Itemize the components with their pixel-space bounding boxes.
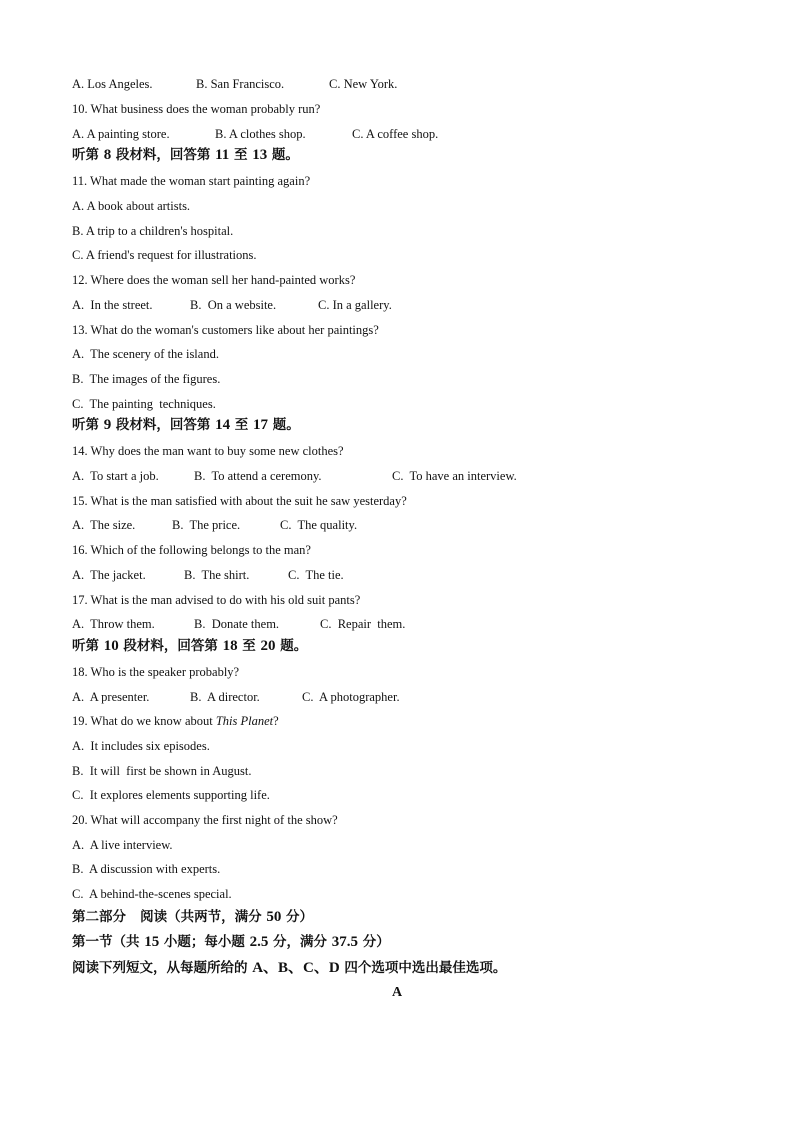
q13-option-b: B. The images of the figures. <box>72 372 221 386</box>
q9-option-c: C. New York. <box>329 77 398 91</box>
q19-option-c: C. It explores elements supporting life. <box>72 788 270 802</box>
q19-question: 19. What do we know about This Planet? <box>72 714 279 728</box>
q11-option-a: A. A book about artists. <box>72 199 191 213</box>
q17-option-a: A. Throw them. <box>72 617 155 631</box>
part-2-heading: 第二部分 阅读（共两节，满分 50 分） <box>72 909 314 925</box>
section-1-heading: 第一节（共 15 小题；每小题 2.5 分，满分 37.5 分） <box>72 934 390 950</box>
q14-question: 14. Why does the man want to buy some new clothes? <box>72 444 344 458</box>
q18-option-a: A. A presenter. <box>72 690 150 704</box>
q19-option-b: B. It will first be shown in August. <box>72 764 252 778</box>
q16-option-c: C. The tie. <box>288 568 344 582</box>
q19-option-a: A. It includes six episodes. <box>72 739 210 753</box>
q15-option-a: A. The size. <box>72 518 136 532</box>
q15-option-c: C. The quality. <box>280 518 358 532</box>
section-10-heading: 听第 10 段材料，回答第 18 至 20 题。 <box>72 638 308 654</box>
section-8-heading: 听第 8 段材料，回答第 11 至 13 题。 <box>72 147 299 163</box>
q16-option-b: B. The shirt. <box>184 568 250 582</box>
q14-option-c: C. To have an interview. <box>392 469 517 483</box>
q20-option-c: C. A behind-the-scenes special. <box>72 887 232 901</box>
q18-question: 18. Who is the speaker probably? <box>72 665 240 679</box>
q13-question: 13. What do the woman's customers like about her paintings? <box>72 323 379 337</box>
q17-question: 17. What is the man advised to do with his old suit pants? <box>72 593 361 607</box>
q12-option-c: C. In a gallery. <box>318 298 392 312</box>
q13-option-a: A. The scenery of the island. <box>72 347 219 361</box>
q20-question: 20. What will accompany the first night of the show? <box>72 813 338 827</box>
q11-option-c: C. A friend's request for illustrations. <box>72 248 257 262</box>
q10-question: 10. What business does the woman probably run? <box>72 102 321 116</box>
reading-instruction: 阅读下列短文，从每题所给的 A、B、C、D 四个选项中选出最佳选项。 <box>72 960 507 976</box>
q18-option-c: C. A photographer. <box>302 690 400 704</box>
q14-option-a: A. To start a job. <box>72 469 159 483</box>
q17-option-c: C. Repair them. <box>320 617 406 631</box>
q16-question: 16. Which of the following belongs to the man? <box>72 543 311 557</box>
q20-option-a: A. A live interview. <box>72 838 173 852</box>
q11-question: 11. What made the woman start painting again? <box>72 174 311 188</box>
passage-label: A <box>391 985 403 1000</box>
q17-option-b: B. Donate them. <box>194 617 280 631</box>
q12-question: 12. Where does the woman sell her hand-painted works? <box>72 273 356 287</box>
q9-option-b: B. San Francisco. <box>196 77 285 91</box>
q10-option-c: C. A coffee shop. <box>352 127 439 141</box>
q18-option-b: B. A director. <box>190 690 260 704</box>
q10-option-a: A. A painting store. <box>72 127 170 141</box>
section-9-heading: 听第 9 段材料，回答第 14 至 17 题。 <box>72 417 300 433</box>
q10-option-b: B. A clothes shop. <box>215 127 306 141</box>
q14-option-b: B. To attend a ceremony. <box>194 469 322 483</box>
q13-option-c: C. The painting techniques. <box>72 397 216 411</box>
q15-question: 15. What is the man satisfied with about the suit he saw yesterday? <box>72 494 407 508</box>
q19-show-title: This Planet <box>215 714 274 728</box>
q15-option-b: B. The price. <box>172 518 241 532</box>
q16-option-a: A. The jacket. <box>72 568 146 582</box>
q20-option-b: B. A discussion with experts. <box>72 862 221 876</box>
q9-option-a: A. Los Angeles. <box>72 77 153 91</box>
q12-option-b: B. On a website. <box>190 298 277 312</box>
q12-option-a: A. In the street. <box>72 298 153 312</box>
q11-option-b: B. A trip to a children's hospital. <box>72 224 234 238</box>
